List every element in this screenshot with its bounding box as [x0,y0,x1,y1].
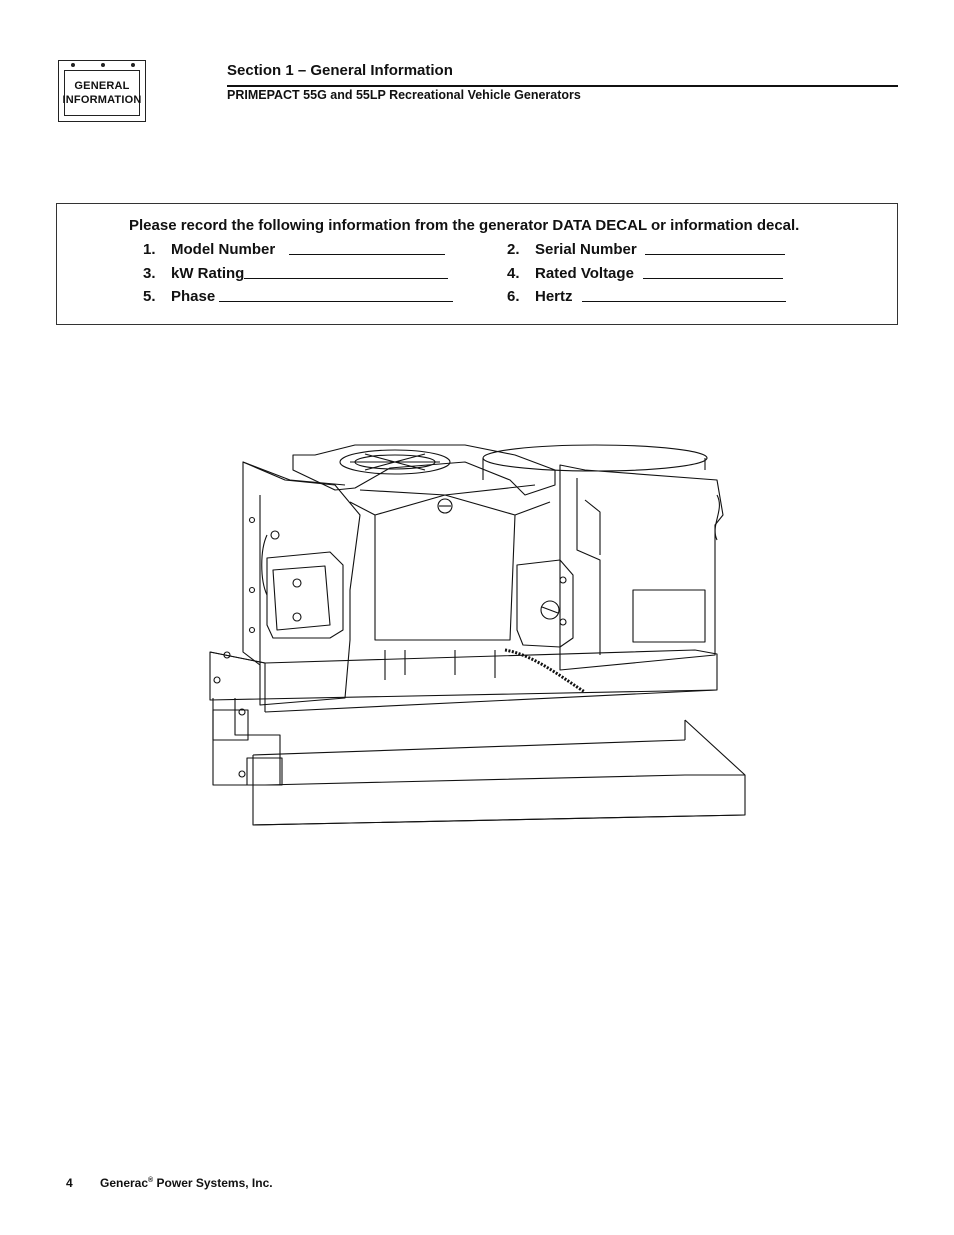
field-hertz [507,288,786,305]
field-serial-number [507,241,785,258]
field-label: Serial Number [535,241,637,258]
field-rated-voltage [507,265,783,282]
tab-label-line2: INFORMATION [62,94,142,106]
rivet-dot [71,63,75,67]
blank-line[interactable] [219,300,453,302]
record-instructions: Please record the following information from the generator DATA DECAL or information decal. [129,217,800,234]
record-info-box [56,203,898,325]
field-label: kW Rating [171,265,245,282]
company-name-rest: Power Systems, Inc. [153,1176,273,1190]
field-number: 5. [143,288,156,305]
field-number: 6. [507,288,520,305]
generator-illustration [205,440,750,830]
rivet-dot [131,63,135,67]
blank-line[interactable] [645,253,785,255]
field-number: 2. [507,241,520,258]
page-footer [66,1176,273,1190]
field-kw-rating [143,265,448,282]
section-subtitle: PRIMEPACT 55G and 55LP Recreational Vehicle Generators [227,88,581,102]
section-tab-badge [58,60,146,122]
field-number: 3. [143,265,156,282]
blank-line[interactable] [289,253,445,255]
field-label: Phase [171,288,216,305]
field-model-number [143,241,445,258]
field-label: Hertz [535,288,573,305]
blank-line[interactable] [643,277,783,279]
field-label: Model Number [171,241,276,258]
registered-mark: ® [148,1177,154,1184]
field-phase [143,288,453,305]
section-title: Section 1 – General Information [227,62,453,79]
field-label: Rated Voltage [535,265,634,282]
blank-line[interactable] [244,277,448,279]
tab-label-frame [64,70,140,116]
page-number: 4 [66,1176,73,1190]
tab-label-line1: GENERAL [74,80,130,92]
header-rule [227,85,898,87]
field-number: 4. [507,265,520,282]
field-number: 1. [143,241,156,258]
rivet-dot [101,63,105,67]
blank-line[interactable] [582,300,786,302]
company-name: Generac [100,1176,149,1190]
